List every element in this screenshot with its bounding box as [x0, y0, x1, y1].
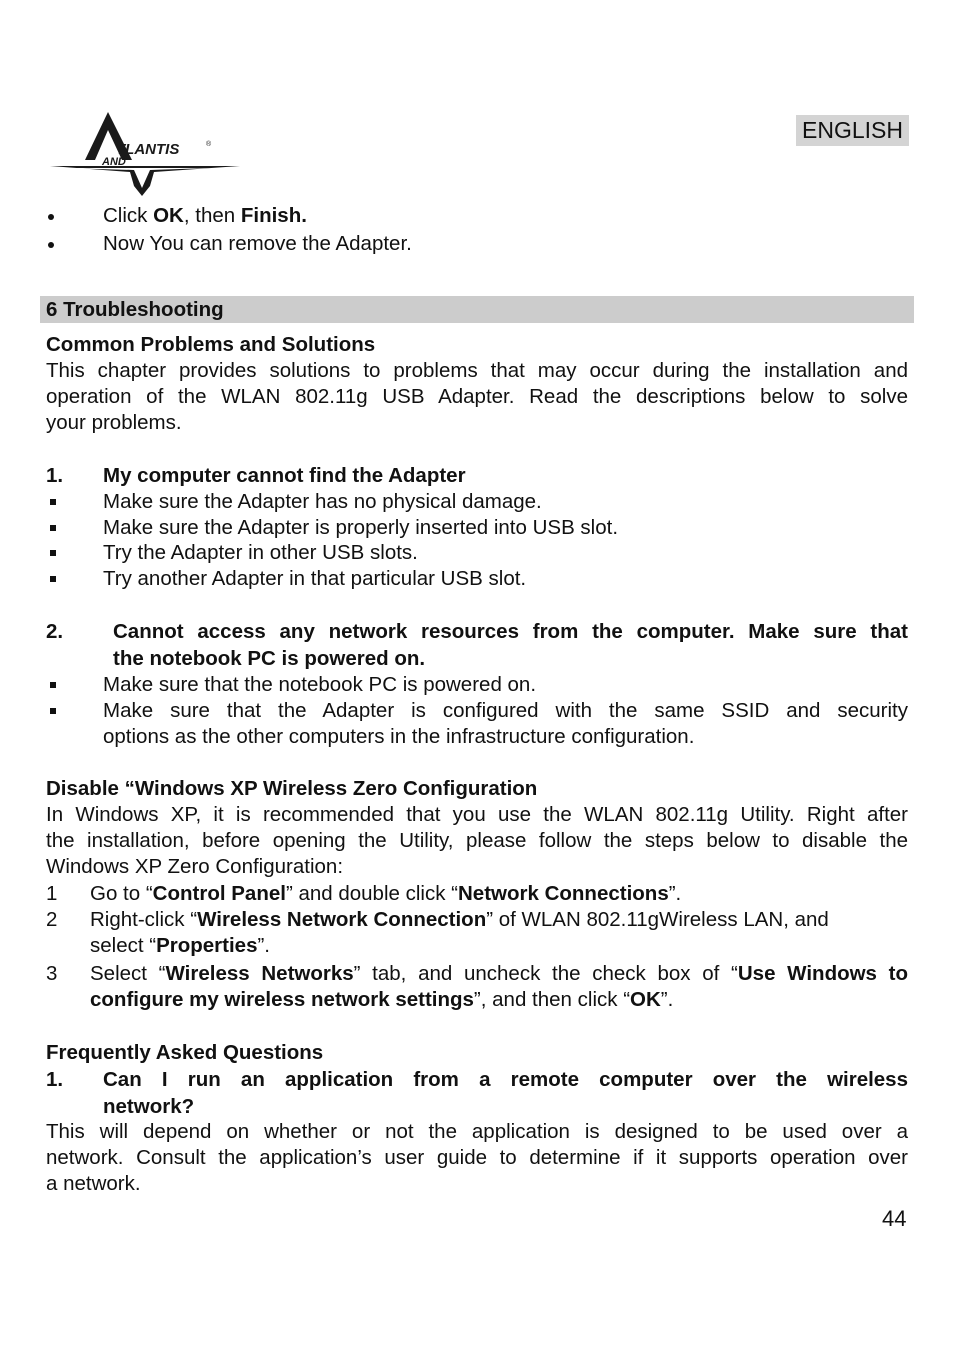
step-2: Right-click “Wireless Network Connection” of WLAN 802.11gWireless LAN, and [90, 908, 829, 931]
faq-answer-line: network. Consult the application’s user guide to determine if it supports operation over [46, 1146, 908, 1169]
atlantis-logo-graphic [50, 108, 250, 198]
problem-2-number: 2. [46, 620, 64, 643]
faq-question: Can I run an application from a remote computer over the wireless [103, 1068, 908, 1091]
problem-2-title: Cannot access any network resources from the computer. Make sure that [113, 620, 908, 643]
faq-question-cont: network? [103, 1095, 195, 1118]
language-label: ENGLISH [796, 115, 909, 146]
intro-bullet-1: Click OK, then Finish. [103, 204, 307, 227]
problem-1-item: Make sure the Adapter has no physical damage. [103, 490, 542, 513]
svg-text:®: ® [206, 141, 212, 148]
square-bullet [50, 682, 56, 688]
square-bullet [50, 499, 56, 505]
square-bullet [50, 576, 56, 582]
problem-2-item: Make sure that the Adapter is configured with the same SSID and security [103, 699, 908, 722]
square-bullet [50, 708, 56, 714]
common-heading: Common Problems and Solutions [46, 333, 376, 356]
page-number: 44 [882, 1206, 907, 1231]
paragraph-line: Windows XP Zero Configuration: [46, 855, 344, 878]
problem-1-item: Try another Adapter in that particular USB slot. [103, 567, 527, 590]
paragraph-line: operation of the WLAN 802.11g USB Adapter. Read the descriptions below to solve [46, 385, 908, 408]
intro-bullet-2: Now You can remove the Adapter. [103, 232, 412, 255]
step-2-cont: select “Properties”. [90, 934, 271, 957]
step-1: Go to “Control Panel” and double click “Network Connections”. [90, 882, 682, 905]
paragraph-line: In Windows XP, it is recommended that you use the WLAN 802.11g Utility. Right after [46, 803, 908, 826]
atlantis-logo [50, 108, 250, 198]
faq-answer-line: a network. [46, 1172, 141, 1195]
faq-answer-line: This will depend on whether or not the application is designed to be used over a [46, 1120, 908, 1143]
faq-heading: Frequently Asked Questions [46, 1041, 324, 1064]
problem-1-number: 1. [46, 464, 64, 487]
svg-text:AND: AND [102, 156, 126, 168]
faq-question-number: 1. [46, 1068, 64, 1091]
paragraph-line: the installation, before opening the Utility, please follow the steps below to disable the [46, 829, 908, 852]
step-3-cont: configure my wireless network settings”, and then click “OK”. [90, 988, 674, 1011]
bullet-dot [48, 214, 54, 220]
square-bullet [50, 525, 56, 531]
paragraph-line: your problems. [46, 411, 182, 434]
problem-1-item: Try the Adapter in other USB slots. [103, 541, 418, 564]
step-number: 3 [46, 962, 58, 985]
step-3: Select “Wireless Networks” tab, and uncheck the check box of “Use Windows to [90, 962, 909, 985]
step-number: 1 [46, 882, 58, 905]
problem-1-title: My computer cannot find the Adapter [103, 464, 466, 487]
paragraph-line: This chapter provides solutions to problems that may occur during the installation and [46, 359, 908, 382]
problem-2-item: Make sure that the notebook PC is powered on. [103, 673, 537, 696]
problem-2-item: options as the other computers in the infrastructure configuration. [103, 725, 695, 748]
section-heading: 6 Troubleshooting [40, 296, 914, 323]
square-bullet [50, 550, 56, 556]
disable-heading: Disable “Windows XP Wireless Zero Configuration [46, 777, 538, 800]
step-number: 2 [46, 908, 58, 931]
bullet-dot [48, 242, 54, 248]
problem-1-item: Make sure the Adapter is properly inserted into USB slot. [103, 516, 619, 539]
svg-text:TLANTIS: TLANTIS [116, 141, 180, 158]
problem-2-title: the notebook PC is powered on. [113, 647, 426, 670]
